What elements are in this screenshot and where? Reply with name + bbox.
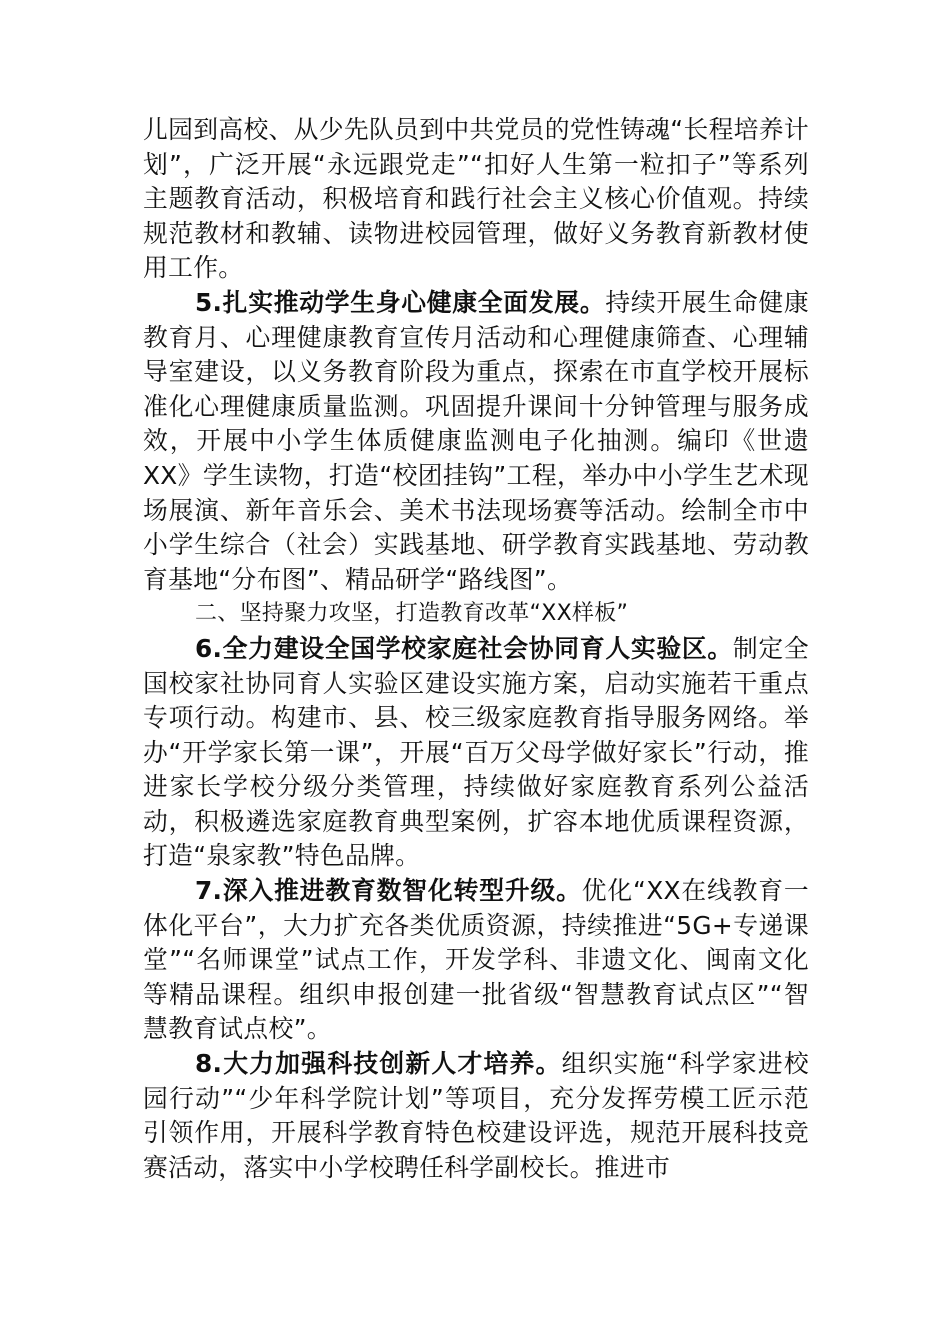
document-body bbox=[143, 113, 809, 1185]
item-heading: 8.大力加强科技创新人才培养。 bbox=[195, 1049, 562, 1079]
paragraph-text: 组织实施“科学家进校园行动”“少年科学院计划”等项目，充分发挥劳模工匠示范引领作用，开展科学教育特色校建设评选，规范开展科技竞赛活动，落实中小学校聘任科学副校长。推进市 bbox=[143, 1049, 809, 1182]
paragraph-item-7 bbox=[143, 874, 809, 1047]
paragraph-text: 儿园到高校、从少先队员到中共党员的党性铸魂“长程培养计划”，广泛开展“永远跟党走”“扣好人生第一粒扣子”等系列主题教育活动，积极培育和践行社会主义核心价值观。持续规范教材和教辅、读物进校园管理，做好义务教育新教材使用工作。 bbox=[143, 115, 809, 283]
paragraph-item-8 bbox=[143, 1047, 809, 1185]
item-heading: 5.扎实推动学生身心健康全面发展。 bbox=[195, 287, 606, 317]
paragraph-item-6 bbox=[143, 632, 809, 874]
paragraph-item-5 bbox=[143, 286, 809, 597]
item-heading: 7.深入推进教育数智化转型升级。 bbox=[195, 876, 582, 906]
paragraph-text: 制定全国校家社协同育人实验区建设实施方案，启动实施若干重点专项行动。构建市、县、校三级家庭教育指导服务网络。举办“开学家长第一课”，开展“百万父母学做好家长”行动，推进家长学校分级分类管理，持续做好家庭教育系列公益活动，积极遴选家庭教育典型案例，扩容本地优质课程资源，打造“泉家教”特色品牌。 bbox=[143, 633, 809, 871]
section-heading bbox=[143, 597, 809, 632]
item-heading: 6.全力建设全国学校家庭社会协同育人实验区。 bbox=[195, 633, 733, 663]
section-title: 二、坚持聚力攻坚，打造教育改革“XX样板” bbox=[195, 601, 629, 627]
paragraph-text: 持续开展生命健康教育月、心理健康教育宣传月活动和心理健康筛查、心理辅导室建设，以义务教育阶段为重点，探索在市直学校开展标准化心理健康质量监测。巩固提升课间十分钟管理与服务成效，开展中小学生体质健康监测电子化抽测。编印《世遗XX》学生读物，打造“校团挂钩”工程，举办中小学生艺术现场展演、新年音乐会、美术书法现场赛等活动。绘制全市中小学生综合（社会）实践基地、研学教育实践基地、劳动教育基地“分布图”、精品研学“路线图”。 bbox=[143, 287, 809, 594]
paragraph-continuation bbox=[143, 113, 809, 286]
paragraph-text: 优化“XX在线教育一体化平台”，大力扩充各类优质资源，持续推进“5G+专递课堂”“名师课堂”试点工作，开发学科、非遗文化、闽南文化等精品课程。组织申报创建一批省级“智慧教育试点区”“智慧教育试点校”。 bbox=[143, 876, 809, 1044]
